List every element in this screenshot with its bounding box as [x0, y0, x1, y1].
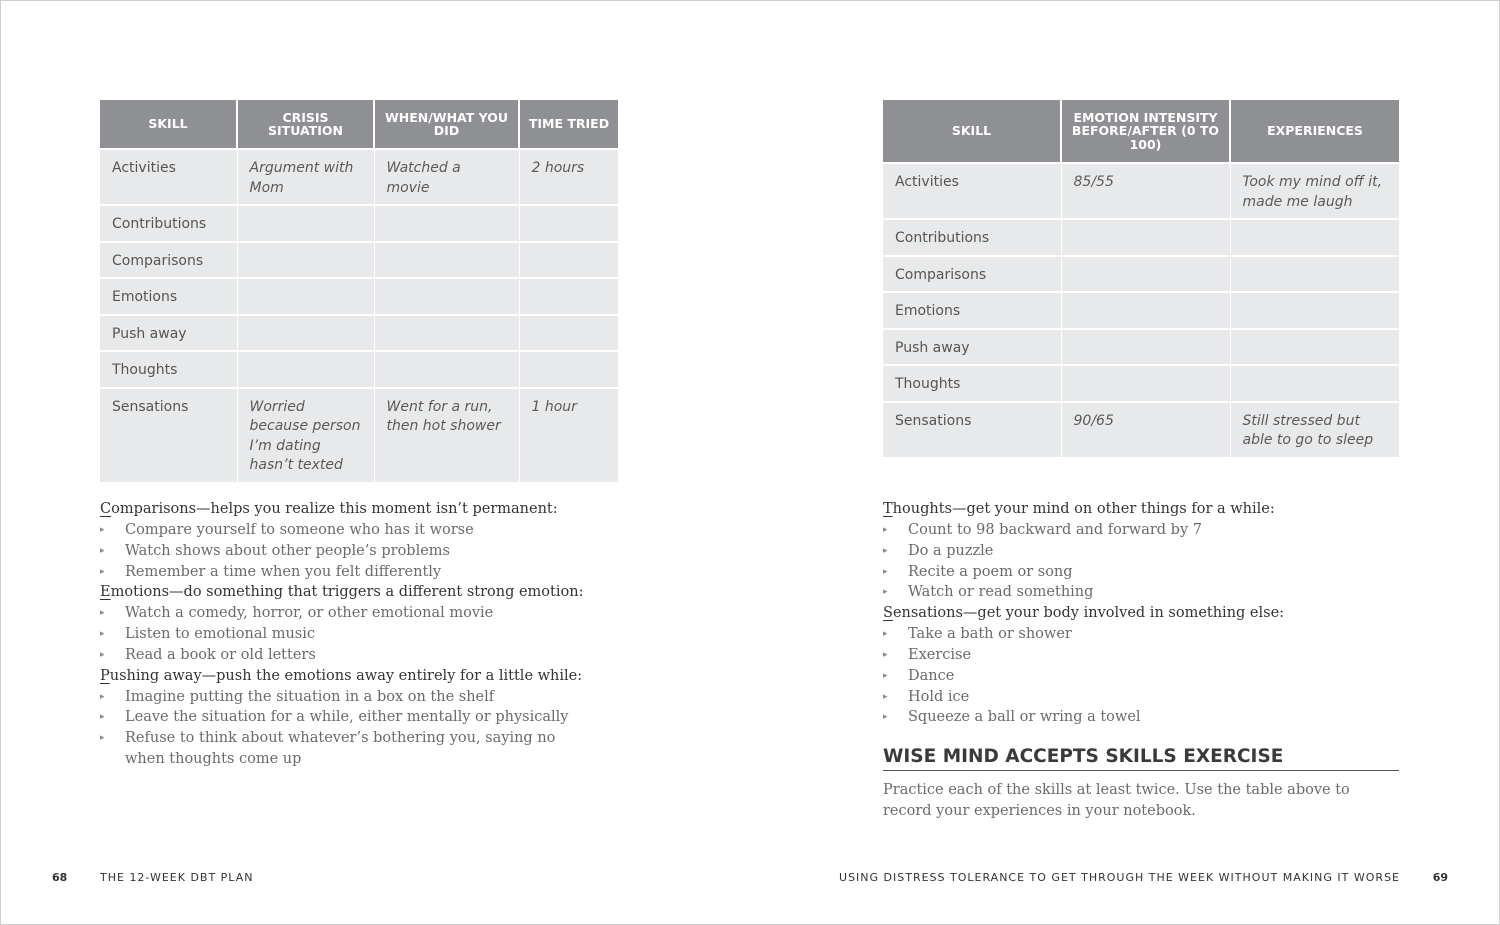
- header-when-what: WHEN/WHAT YOU DID: [374, 100, 519, 149]
- list-item: ▸ Do a puzzle: [883, 541, 1383, 562]
- situation-cell: Worried because person I’m dating hasn’t texted: [237, 388, 374, 482]
- table-row: [883, 219, 1399, 256]
- heading-text: ushing away—push the emotions away entirely for a little while:: [109, 667, 583, 684]
- list-item: ▸ Watch shows about other people’s problems: [100, 541, 570, 562]
- skills-log-table-right: [883, 100, 1399, 457]
- table-row: [883, 163, 1399, 219]
- experience-cell: [1230, 329, 1399, 366]
- experience-cell: [1230, 365, 1399, 402]
- list-item: ▸ Refuse to think about whatever’s bothering you, saying no when thoughts come up: [100, 728, 570, 770]
- table-header-row: [883, 100, 1399, 163]
- heading-text: ensations—get your body involved in something else:: [892, 605, 1285, 622]
- action-cell: [374, 315, 519, 352]
- table-row: [883, 365, 1399, 402]
- action-cell: [374, 242, 519, 279]
- table-row: [100, 388, 618, 482]
- heading-first-letter: E: [100, 584, 111, 601]
- header-skill: SKILL: [100, 100, 237, 149]
- list-item: ▸ Count to 98 backward and forward by 7: [883, 520, 1383, 541]
- intensity-cell: 85/55: [1061, 163, 1230, 219]
- situation-cell: [237, 351, 374, 388]
- heading-first-letter: P: [100, 667, 110, 684]
- section-heading-pushing-away: [100, 666, 583, 687]
- situation-cell: [237, 315, 374, 352]
- header-time-tried: TIME TRIED: [519, 100, 618, 149]
- intensity-cell: [1061, 292, 1230, 329]
- skill-cell: Thoughts: [883, 365, 1061, 402]
- heading-text: houghts—get your mind on other things for a while:: [892, 501, 1275, 517]
- action-cell: [374, 351, 519, 388]
- exercise-title: WISE MIND ACCEPTS SKILLS EXERCISE: [883, 746, 1399, 771]
- list-item: ▸ Recite a poem or song: [883, 562, 1383, 583]
- heading-text: omparisons—helps you realize this moment isn’t permanent:: [111, 501, 558, 517]
- right-skill-list: [883, 499, 1383, 728]
- intensity-cell: [1061, 329, 1230, 366]
- intensity-cell: 90/65: [1061, 402, 1230, 457]
- time-cell: [519, 242, 618, 279]
- list-item: ▸ Imagine putting the situation in a box on the shelf: [100, 687, 570, 708]
- experience-cell: [1230, 219, 1399, 256]
- intensity-cell: [1061, 365, 1230, 402]
- skill-cell: Emotions: [100, 278, 237, 315]
- right-running-title: USING DISTRESS TOLERANCE TO GET THROUGH THE WEEK WITHOUT MAKING IT WORSE: [839, 871, 1400, 884]
- skill-cell: Push away: [100, 315, 237, 352]
- skill-cell: Emotions: [883, 292, 1061, 329]
- action-cell: [374, 278, 519, 315]
- left-running-title: THE 12-WEEK DBT PLAN: [100, 871, 254, 884]
- action-cell: [374, 205, 519, 242]
- skill-cell: Activities: [883, 163, 1061, 219]
- right-page-number: 69: [1432, 871, 1448, 884]
- table-row: [883, 256, 1399, 293]
- situation-cell: Argument with Mom: [237, 149, 374, 205]
- header-crisis-situation: CRISIS SITUATION: [237, 100, 374, 149]
- table-row: [883, 329, 1399, 366]
- table-row: [883, 292, 1399, 329]
- action-cell: Watched a movie: [374, 149, 519, 205]
- section-heading-emotions: [100, 582, 584, 603]
- list-item: ▸ Compare yourself to someone who has it worse: [100, 520, 570, 541]
- experience-cell: Took my mind off it, made me laugh: [1230, 163, 1399, 219]
- list-item: ▸ Listen to emotional music: [100, 624, 570, 645]
- time-cell: [519, 351, 618, 388]
- situation-cell: [237, 278, 374, 315]
- table-row: [100, 278, 618, 315]
- list-item: ▸ Squeeze a ball or wring a towel: [883, 707, 1383, 728]
- header-skill: SKILL: [883, 100, 1061, 163]
- section-heading-comparisons: [100, 499, 570, 520]
- intensity-cell: [1061, 256, 1230, 293]
- list-item: ▸ Read a book or old letters: [100, 645, 570, 666]
- list-item: ▸ Exercise: [883, 645, 1383, 666]
- table-row: [100, 351, 618, 388]
- table-row: [100, 149, 618, 205]
- list-item: ▸ Hold ice: [883, 687, 1383, 708]
- experience-cell: [1230, 292, 1399, 329]
- exercise-instructions: Practice each of the skills at least twice. Use the table above to record your experiences in your notebook.: [883, 782, 1350, 819]
- list-item: ▸ Remember a time when you felt differently: [100, 562, 570, 583]
- table-row: [883, 402, 1399, 457]
- sensations-list: [883, 624, 1383, 728]
- skill-cell: Contributions: [883, 219, 1061, 256]
- section-heading-thoughts: [883, 499, 1383, 520]
- header-experiences: EXPERIENCES: [1230, 100, 1399, 163]
- time-cell: [519, 278, 618, 315]
- list-item: ▸ Watch or read something: [883, 582, 1383, 603]
- list-item: ▸ Watch a comedy, horror, or other emotional movie: [100, 603, 570, 624]
- comparisons-list: [100, 520, 570, 583]
- section-heading-sensations: [883, 603, 1383, 624]
- skill-cell: Sensations: [100, 388, 237, 482]
- situation-cell: [237, 205, 374, 242]
- skill-cell: Comparisons: [100, 242, 237, 279]
- skills-log-table-left: [100, 100, 618, 482]
- list-item: ▸ Take a bath or shower: [883, 624, 1383, 645]
- skill-cell: Contributions: [100, 205, 237, 242]
- intensity-cell: [1061, 219, 1230, 256]
- skill-cell: Comparisons: [883, 256, 1061, 293]
- table-row: [100, 242, 618, 279]
- pushing-away-list: [100, 687, 570, 770]
- table-header-row: [100, 100, 618, 149]
- heading-first-letter: C: [100, 501, 112, 517]
- list-item: ▸ Leave the situation for a while, either mentally or physically: [100, 707, 570, 728]
- heading-first-letter: T: [883, 501, 893, 517]
- time-cell: 2 hours: [519, 149, 618, 205]
- skill-cell: Activities: [100, 149, 237, 205]
- situation-cell: [237, 242, 374, 279]
- action-cell: Went for a run, then hot shower: [374, 388, 519, 482]
- table-row: [100, 315, 618, 352]
- left-skill-list: [100, 499, 584, 770]
- heading-first-letter: S: [883, 605, 893, 622]
- experience-cell: [1230, 256, 1399, 293]
- experience-cell: Still stressed but able to go to sleep: [1230, 402, 1399, 457]
- header-emotion-intensity: EMOTION INTENSITY BEFORE/AFTER (0 TO 100): [1061, 100, 1230, 163]
- time-cell: 1 hour: [519, 388, 618, 482]
- thoughts-list: [883, 520, 1383, 603]
- table-row: [100, 205, 618, 242]
- list-item: ▸ Dance: [883, 666, 1383, 687]
- emotions-list: [100, 603, 570, 666]
- heading-text: motions—do something that triggers a different strong emotion:: [110, 584, 584, 601]
- left-page-number: 68: [52, 871, 68, 884]
- skill-cell: Sensations: [883, 402, 1061, 457]
- skill-cell: Push away: [883, 329, 1061, 366]
- skill-cell: Thoughts: [100, 351, 237, 388]
- time-cell: [519, 315, 618, 352]
- time-cell: [519, 205, 618, 242]
